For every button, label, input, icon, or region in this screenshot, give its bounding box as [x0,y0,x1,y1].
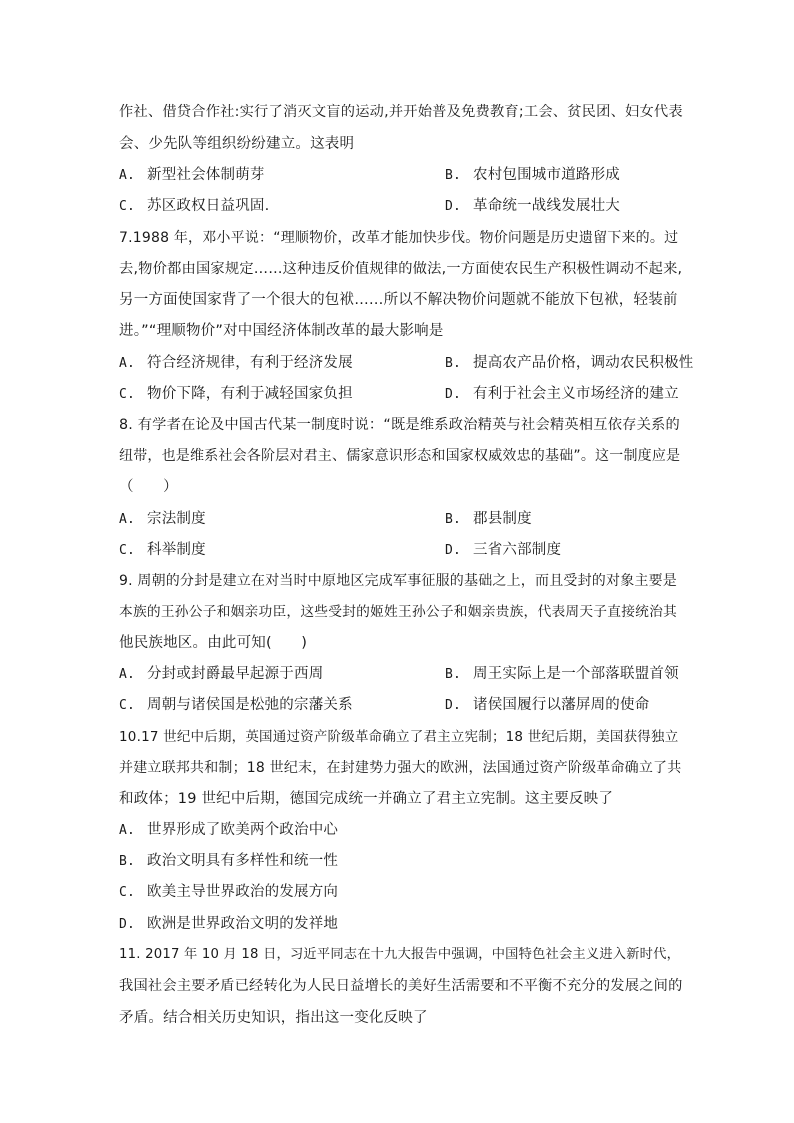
q6-option-d[interactable] [445,196,620,217]
q10-line-1: 10.17 世纪中后期，英国通过资产阶级革命确立了君主立宪制；18 世纪后期，美国获得独立 [119,729,679,745]
option-text: 苏区政权日益巩固. [147,198,270,214]
option-text: 科举制度 [147,542,206,558]
q6-line-2: 会、少先队等组织纷纷建立。这表明 [119,136,355,152]
q7-line-2: 去,物价都由国家规定……这种违反价值规律的做法,一方面使农民生产积极性调动不起来, [119,261,683,277]
q7-option-a[interactable] [119,353,353,374]
q8-line-3: （ ） [119,479,178,495]
q9-option-d[interactable] [445,695,649,716]
option-letter: C. [119,543,136,558]
option-letter: C. [119,885,136,900]
q8-line-1: 8. 有学者在论及中国古代某一制度时说：“既是维系政治精英与社会精英相互依存关系的 [119,417,680,433]
option-letter: C. [119,698,136,713]
q10-option-b[interactable] [119,851,338,872]
q10-option-c[interactable] [119,882,338,903]
option-letter: A. [119,512,136,527]
option-letter: B. [445,512,462,527]
option-letter: D. [445,387,462,402]
q9-line-1: 9. 周朝的分封是建立在对当时中原地区完成军事征服的基础之上，而且受封的对象主要是 [119,573,678,589]
option-letter: C. [119,387,136,402]
option-text: 物价下降，有利于减轻国家负担 [147,386,353,402]
option-text: 革命统一战线发展壮大 [473,198,620,214]
option-text: 宗法制度 [147,511,206,527]
option-text: 有利于社会主义市场经济的建立 [473,386,679,402]
q8-option-b[interactable] [445,509,532,530]
option-text: 周王实际上是一个部落联盟首领 [473,666,679,682]
option-letter: A. [119,168,136,183]
option-text: 新型社会体制萌芽 [147,167,265,183]
q7-option-d[interactable] [445,384,679,405]
q7-line-1: 7.1988 年，邓小平说：“理顺物价，改革才能加快步伐。物价问题是历史遗留下来的。过 [119,230,679,246]
q6-option-b[interactable] [445,165,620,186]
q10-line-3: 和政体；19 世纪中后期，德国完成统一并确立了君主立宪制。这主要反映了 [119,791,614,807]
q9-option-c[interactable] [119,695,353,716]
q7-line-4: 进。”“理顺物价”对中国经济体制改革的最大影响是 [119,323,444,339]
option-letter: A. [119,356,136,371]
option-text: 三省六部制度 [473,542,562,558]
q7-option-b[interactable] [445,353,694,374]
q8-option-d[interactable] [445,540,561,561]
option-text: 欧洲是世界政治文明的发祥地 [147,916,339,932]
option-letter: C. [119,199,136,214]
option-letter: D. [445,199,462,214]
option-text: 郡县制度 [473,511,532,527]
option-text: 提高农产品价格，调动农民积极性 [473,355,694,371]
q11-line-3: 矛盾。结合相关历史知识，指出这一变化反映了 [119,1010,428,1026]
option-text: 农村包围城市道路形成 [473,167,620,183]
q9-line-2: 本族的王孙公子和姻亲功臣，这些受封的姬姓王孙公子和姻亲贵族，代表周天子直接统治其 [119,604,678,620]
q9-option-a[interactable] [119,664,323,685]
q10-option-d[interactable] [119,914,338,935]
option-letter: B. [445,667,462,682]
option-text: 符合经济规律，有利于经济发展 [147,355,353,371]
q8-line-2: 纽带，也是维系社会各阶层对君主、儒家意识形态和国家权威效忠的基础”。这一制度应是 [119,448,681,464]
option-letter: D. [445,543,462,558]
option-letter: B. [445,356,462,371]
q7-line-3: 另一方面使国家背了一个很大的包袱……所以不解决物价问题就不能放下包袱，轻装前 [119,292,678,308]
option-text: 欧美主导世界政治的发展方向 [147,884,339,900]
q8-option-a[interactable] [119,509,206,530]
q8-option-c[interactable] [119,540,206,561]
q10-line-2: 并建立联邦共和制；18 世纪末，在封建势力强大的欧洲，法国通过资产阶级革命确立了共 [119,760,682,776]
q7-option-c[interactable] [119,384,353,405]
q11-line-2: 我国社会主要矛盾已经转化为人民日益增长的美好生活需要和不平衡不充分的发展之间的 [119,978,683,994]
option-text: 分封或封爵最早起源于西周 [147,666,324,682]
option-text: 政治文明具有多样性和统一性 [147,853,339,869]
q6-line-1: 作社、借贷合作社:实行了消灭文盲的运动,并开始普及免费教育;工会、贫民团、妇女代表 [119,104,683,120]
option-letter: A. [119,823,136,838]
q9-line-3: 他民族地区。由此可知( ) [119,635,308,651]
option-text: 世界形成了欧美两个政治中心 [147,822,339,838]
option-letter: D. [119,917,136,932]
q6-option-a[interactable] [119,165,265,186]
option-letter: A. [119,667,136,682]
q9-option-b[interactable] [445,664,679,685]
option-letter: B. [445,168,462,183]
q6-option-c[interactable] [119,196,269,217]
option-text: 周朝与诸侯国是松弛的宗藩关系 [147,697,353,713]
q10-option-a[interactable] [119,820,338,841]
option-letter: D. [445,698,462,713]
option-text: 诸侯国履行以藩屏周的使命 [473,697,650,713]
q11-line-1: 11. 2017 年 10 月 18 日，习近平同志在十九大报告中强调，中国特色社会主义进入新时代， [119,947,681,962]
option-letter: B. [119,854,136,869]
